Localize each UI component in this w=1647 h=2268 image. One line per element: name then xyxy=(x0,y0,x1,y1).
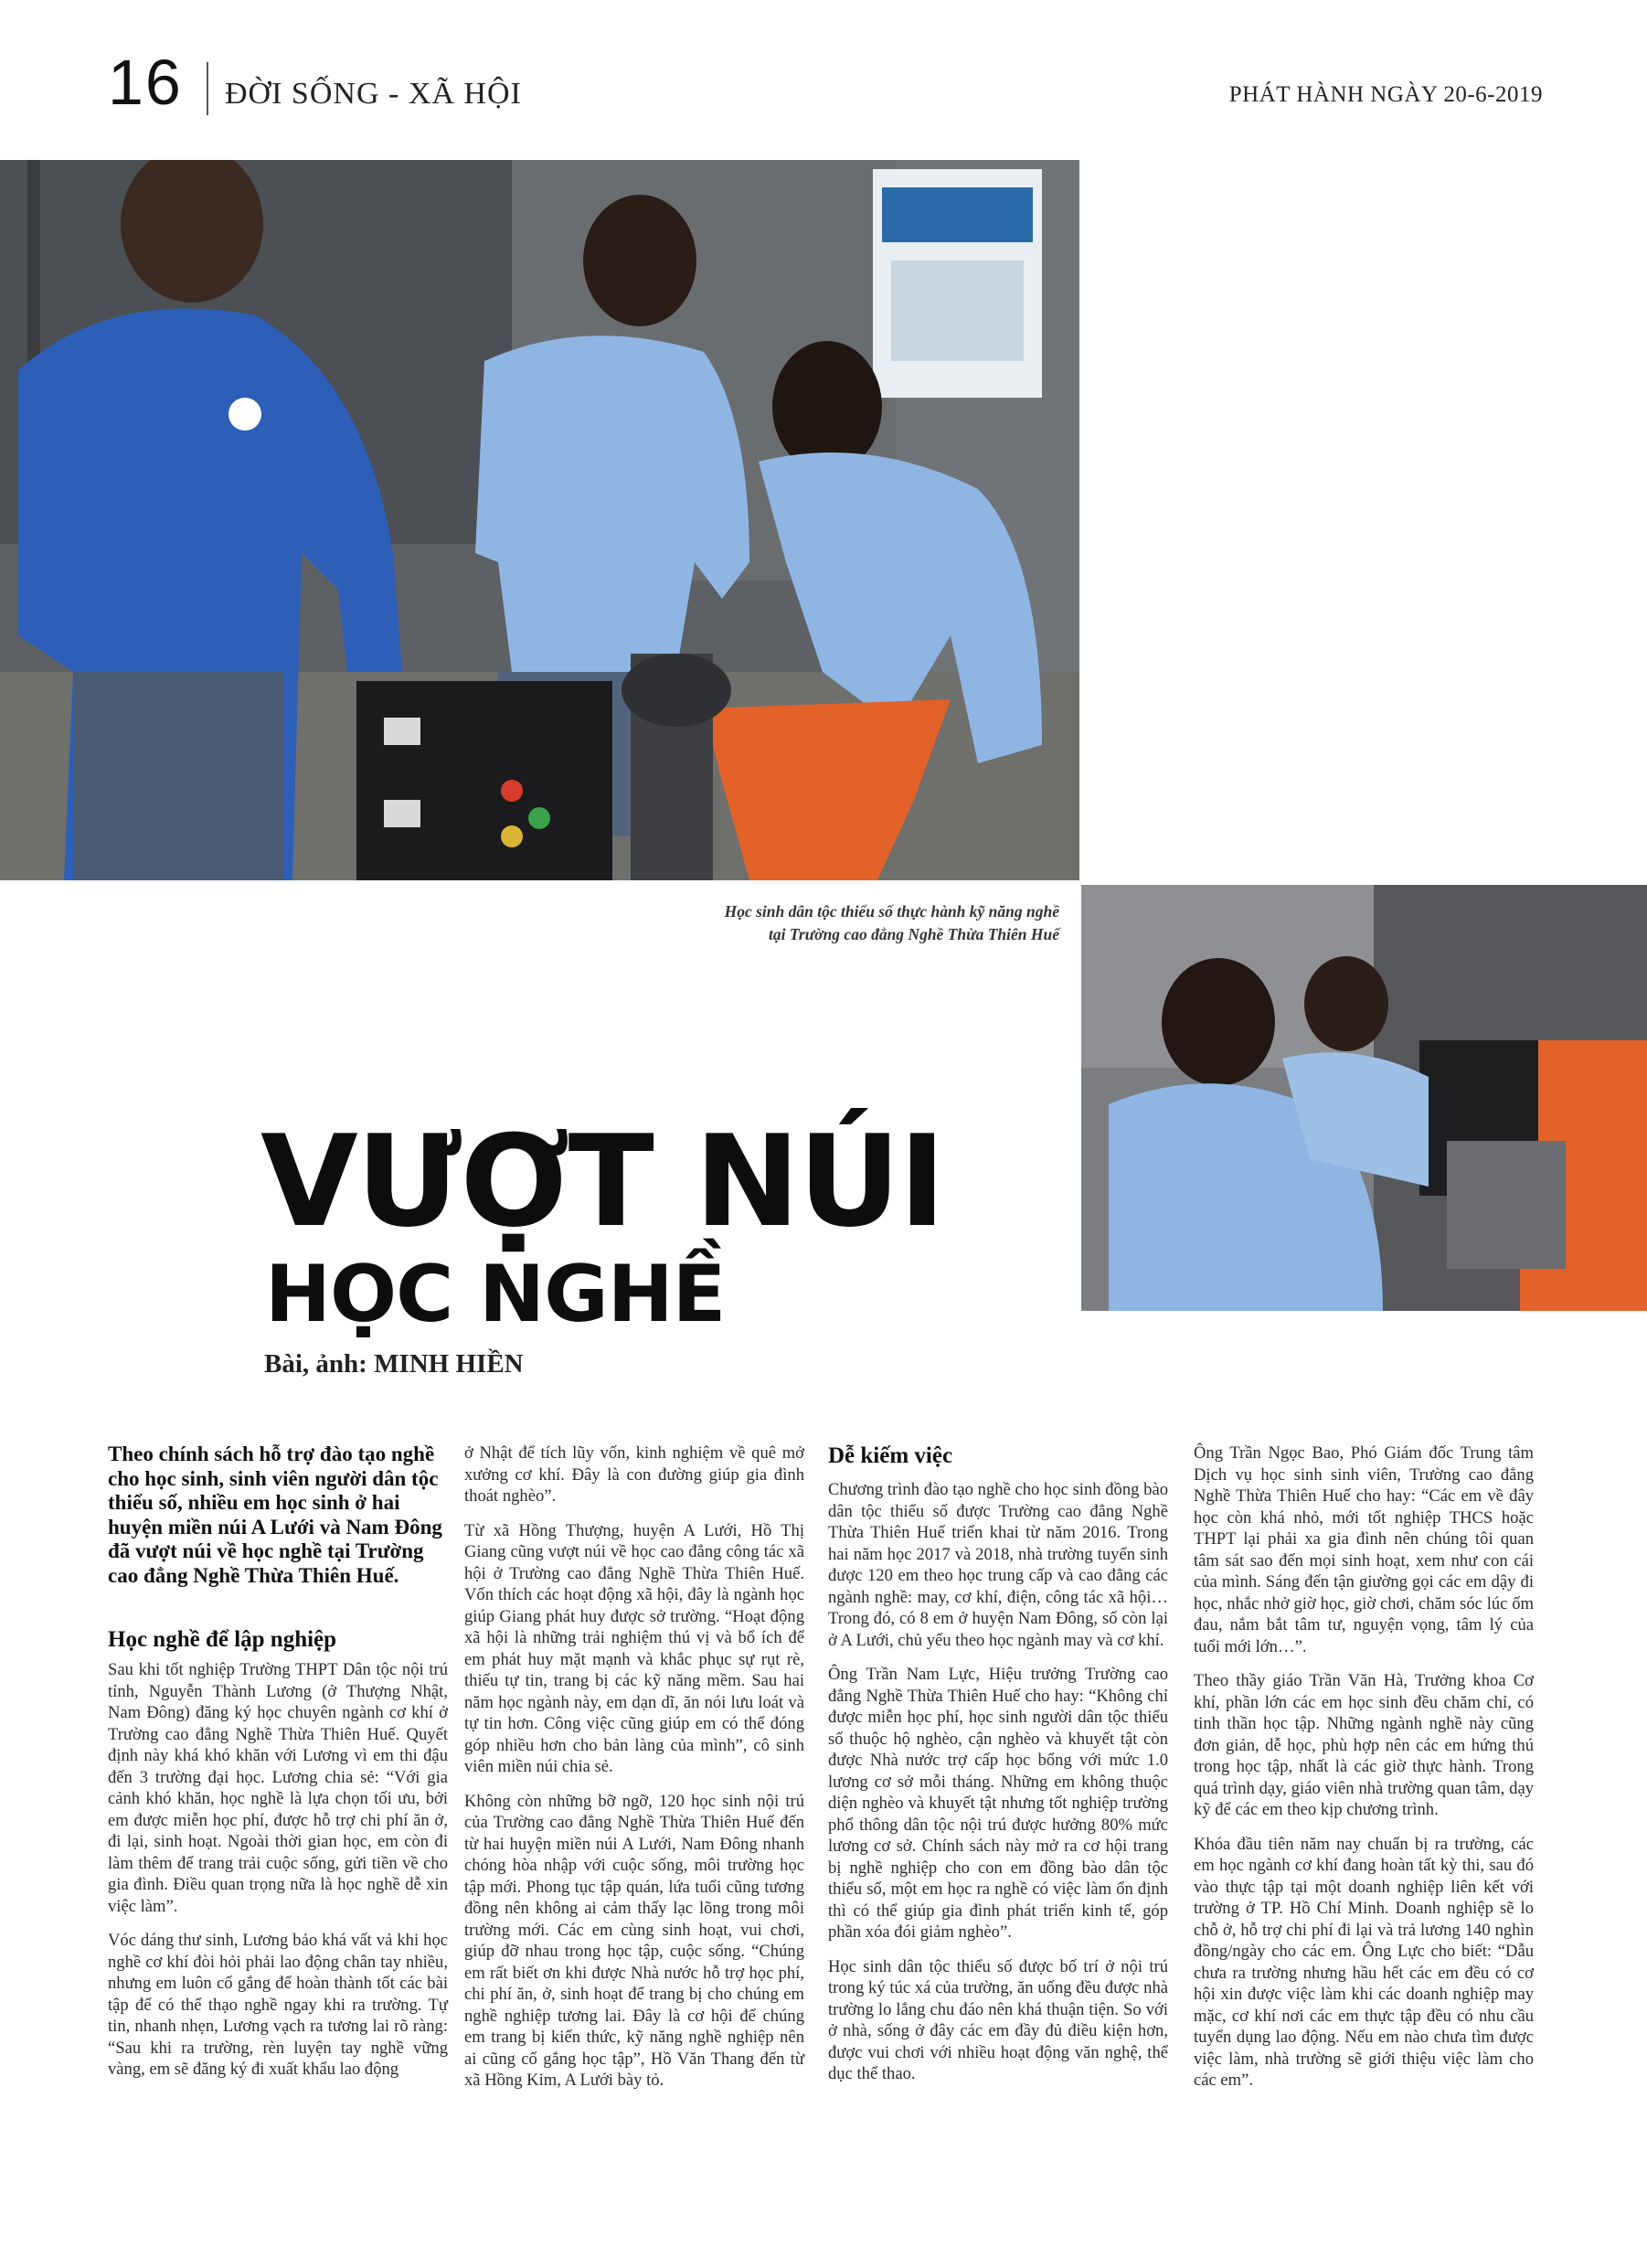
secondary-photo xyxy=(1081,885,1647,1311)
text-column-2 xyxy=(464,1443,804,2104)
issue-date: PHÁT HÀNH NGÀY 20-6-2019 xyxy=(1228,82,1543,107)
title-line-2: HỌC NGHỀ xyxy=(265,1249,726,1340)
paragraph: Khóa đầu tiên năm nay chuẩn bị ra trường, các em học ngành cơ khí đang hoàn tất kỳ thi, sau đó vào thực tập tại một doanh nghiệp liên kết với trường ở TP. Hồ Chí Minh. Doanh nghiệp sẽ lo chỗ ở, hỗ trợ chi phí đi lại và trả lương 140 nghìn đồng/ngày cho các em. Ông Lực cho biết: “Dẫu chưa ra trường nhưng hầu hết các em đều có cơ hội xin được việc làm khi các doanh nghiệp may mặc, cơ khí nơi các em thực tập đều có nhu cầu tuyển dụng lao động. Nếu em nào chưa tìm được việc làm, nhà trường sẽ giới thiệu việc làm cho các em”. xyxy=(1194,1834,1534,2090)
header-divider xyxy=(207,62,208,115)
paragraph: Theo thầy giáo Trần Văn Hà, Trưởng khoa Cơ khí, phần lớn các em học sinh đều chăm chỉ, có tinh thần học tập. Những ngành nghề này cũng đơn giản, dễ học, phù hợp nên các em hứng thú trong học tập, nhất là các giờ thực hành. Trong quá trình dạy, giáo viên nhà trường quan tâm, dạy kỹ để các em theo kịp chương trình. xyxy=(1194,1671,1534,1819)
lead-paragraph: Theo chính sách hỗ trợ đào tạo nghề cho học sinh, sinh viên người dân tộc thiểu số, nhiều em học sinh ở hai huyện miền núi A Lưới và Nam Đông đã vượt núi về học nghề tại Trường cao đẳng Nghề Thừa Thiên Huế. xyxy=(108,1443,442,1587)
text-column-4 xyxy=(1194,1443,1534,2104)
subheading-de-kiem-viec: Dễ kiếm việc xyxy=(828,1443,953,1468)
article-title xyxy=(260,1108,944,1340)
caption-line-2: tại Trường cao đẳng Nghề Thừa Thiên Huế xyxy=(769,925,1059,943)
paragraph: Vóc dáng thư sinh, Lương bảo khá vất vả khi học nghề cơ khí đòi hỏi phải lao động chân tay nhiều, nhưng em luôn cố gắng để hoàn thành tốt các bài tập để có thể thạo nghề ngay khi ra trường. Tự tin, nhanh nhẹn, Lương vạch ra tương lai rõ ràng: “Sau khi ra trường, rèn luyện tay nghề vững vàng, em sẽ đăng ký đi xuất khẩu lao động xyxy=(108,1931,448,2079)
subheading-hoc-nghe: Học nghề để lập nghiệp xyxy=(108,1627,337,1652)
paragraph: Học sinh dân tộc thiểu số được bố trí ở nội trú trong ký túc xá của trường, ăn uống đều được nhà trường lo lắng chu đáo nên khá thuận tiện. So với ở nhà, sống ở đây các em đầy đủ điều kiện hơn, được vui chơi với nhiều hoạt động văn nghệ, thể dục thể thao. xyxy=(828,1956,1168,2083)
byline: Bài, ảnh: MINH HIỀN xyxy=(264,1349,524,1379)
paragraph: ở Nhật để tích lũy vốn, kinh nghiệm về quê mở xưởng cơ khí. Đây là con đường giúp gia đình thoát nghèo”. xyxy=(464,1443,804,1506)
photo-caption xyxy=(584,900,1059,946)
page-number: 16 xyxy=(108,47,183,118)
text-column-3 xyxy=(828,1443,1168,2098)
paragraph: Ông Trần Ngọc Bao, Phó Giám đốc Trung tâm Dịch vụ học sinh sinh viên, Trường cao đẳng Nghề Thừa Thiên Huế cho hay: “Các em về đây học còn khá nhỏ, mới tốt nghiệp THCS hoặc THPT lại phải xa gia đình nên chúng tôi quan tâm sát sao đến mọi sinh hoạt, xem như con cái của mình. Sáng đến tận giường gọi các em dậy đi học, nhắc nhở giờ học, giờ chơi, chăm sóc lúc ốm đau, nắm bắt tâm tư, nguyện vọng, tâm lý của tuổi mới lớn…”. xyxy=(1194,1443,1534,1656)
text-column-1 xyxy=(108,1443,448,2093)
paragraph: Ông Trần Nam Lực, Hiệu trưởng Trường cao đẳng Nghề Thừa Thiên Huế cho hay: “Không chỉ được miễn học phí, học sinh người dân tộc thiểu số thuộc hộ nghèo, cận nghèo và khuyết tật còn được Nhà nước trợ cấp học bổng với mức 1.0 lương cơ sở mỗi tháng. Những em không thuộc diện nghèo và khuyết tật nhưng tốt nghiệp trường phổ thông dân tộc nội trú được hưởng 80% mức lương cơ sở. Chính sách này mở ra cơ hội trang bị nghề nghiệp cho con em đồng bào dân tộc thiểu số, một em học ra nghề có việc làm ổn định thì có thể giúp gia đình phát triển kinh tế, góp phần xóa đói giảm nghèo”. xyxy=(828,1665,1168,1942)
caption-line-1: Học sinh dân tộc thiểu số thực hành kỹ năng nghề xyxy=(724,902,1059,921)
page-header xyxy=(108,46,1543,119)
paragraph: Chương trình đào tạo nghề cho học sinh đồng bào dân tộc thiểu số được Trường cao đẳng Nghề Thừa Thiên Huế triển khai từ năm 2016. Trong hai năm học 2017 và 2018, nhà trường tuyển sinh được 120 em theo học trung cấp và cao đẳng các ngành nghề: may, cơ khí, điện, công tác xã hội… Trong đó, có 8 em ở huyện Nam Đông, số còn lại ở A Lưới, chủ yếu theo học ngành may và cơ khí. xyxy=(828,1480,1168,1650)
paragraph: Từ xã Hồng Thượng, huyện A Lưới, Hồ Thị Giang cũng vượt núi về học cao đẳng công tác xã hội ở Trường cao đẳng Nghề Thừa Thiên Huế. Vốn thích các hoạt động xã hội, đây là ngành học giúp Giang phát huy được sở trường. “Hoạt động xã hội là những trải nghiệm thú vị và bổ ích để em phát huy mặt mạnh và khắc phục sự rụt rè, thiếu tự tin, trang bị các kỹ năng mềm. Sau hai năm học ngành này, em dạn dĩ, ăn nói lưu loát và tự tin hơn. Công việc cũng giúp em có thể đóng góp nhiều hơn cho bản làng của mình”, cô sinh viên miền núi chia sẻ. xyxy=(464,1520,804,1776)
paragraph: Không còn những bỡ ngỡ, 120 học sinh nội trú của Trường cao đẳng Nghề Thừa Thiên Huế đến từ hai huyện miền núi A Lưới, Nam Đông nhanh chóng hòa nhập với cuộc sống, môi trường học tập mới. Phong tục tập quán, lứa tuổi cũng tương đồng nên không ai cảm thấy lạc lõng trong môi trường mới. Các em cùng sinh hoạt, vui chơi, giúp đỡ nhau trong học tập, cuộc sống. “Chúng em rất biết ơn khi được Nhà nước hỗ trợ học phí, chi phí ăn, ở, sinh hoạt để trang bị cho chúng em nghề nghiệp tương lai. Đây là cơ hội để chúng em trang bị kiến thức, kỹ năng nghề nghiệp nên ai cũng cố gắng học tập”, Hồ Văn Thang đến từ xã Hồng Kim, A Lưới bày tỏ. xyxy=(464,1791,804,2090)
main-photo xyxy=(0,160,1079,880)
section-name: ĐỜI SỐNG - XÃ HỘI xyxy=(225,77,522,111)
paragraph: Sau khi tốt nghiệp Trường THPT Dân tộc nội trú tỉnh, Nguyễn Thành Lương (ở Thượng Nhật, Nam Đông) đăng ký học chuyên ngành cơ khí ở Trường cao đẳng Nghề Thừa Thiên Huế. Quyết định này khá khó khăn với Lương vì em thi đậu đến 3 trường đại học. Lương chia sẻ: “Với gia cảnh khó khăn, học nghề là lựa chọn tối ưu, bởi em được miễn học phí, được hỗ trợ chi phí ăn ở, đi lại, sinh hoạt. Ngoài thời gian học, em còn đi làm thêm để trang trải cuộc sống, gửi tiền về cho gia đình. Điều quan trọng nữa là học nghề dễ xin việc làm”. xyxy=(108,1660,448,1916)
title-line-1: VƯỢT NÚI xyxy=(260,1108,944,1255)
